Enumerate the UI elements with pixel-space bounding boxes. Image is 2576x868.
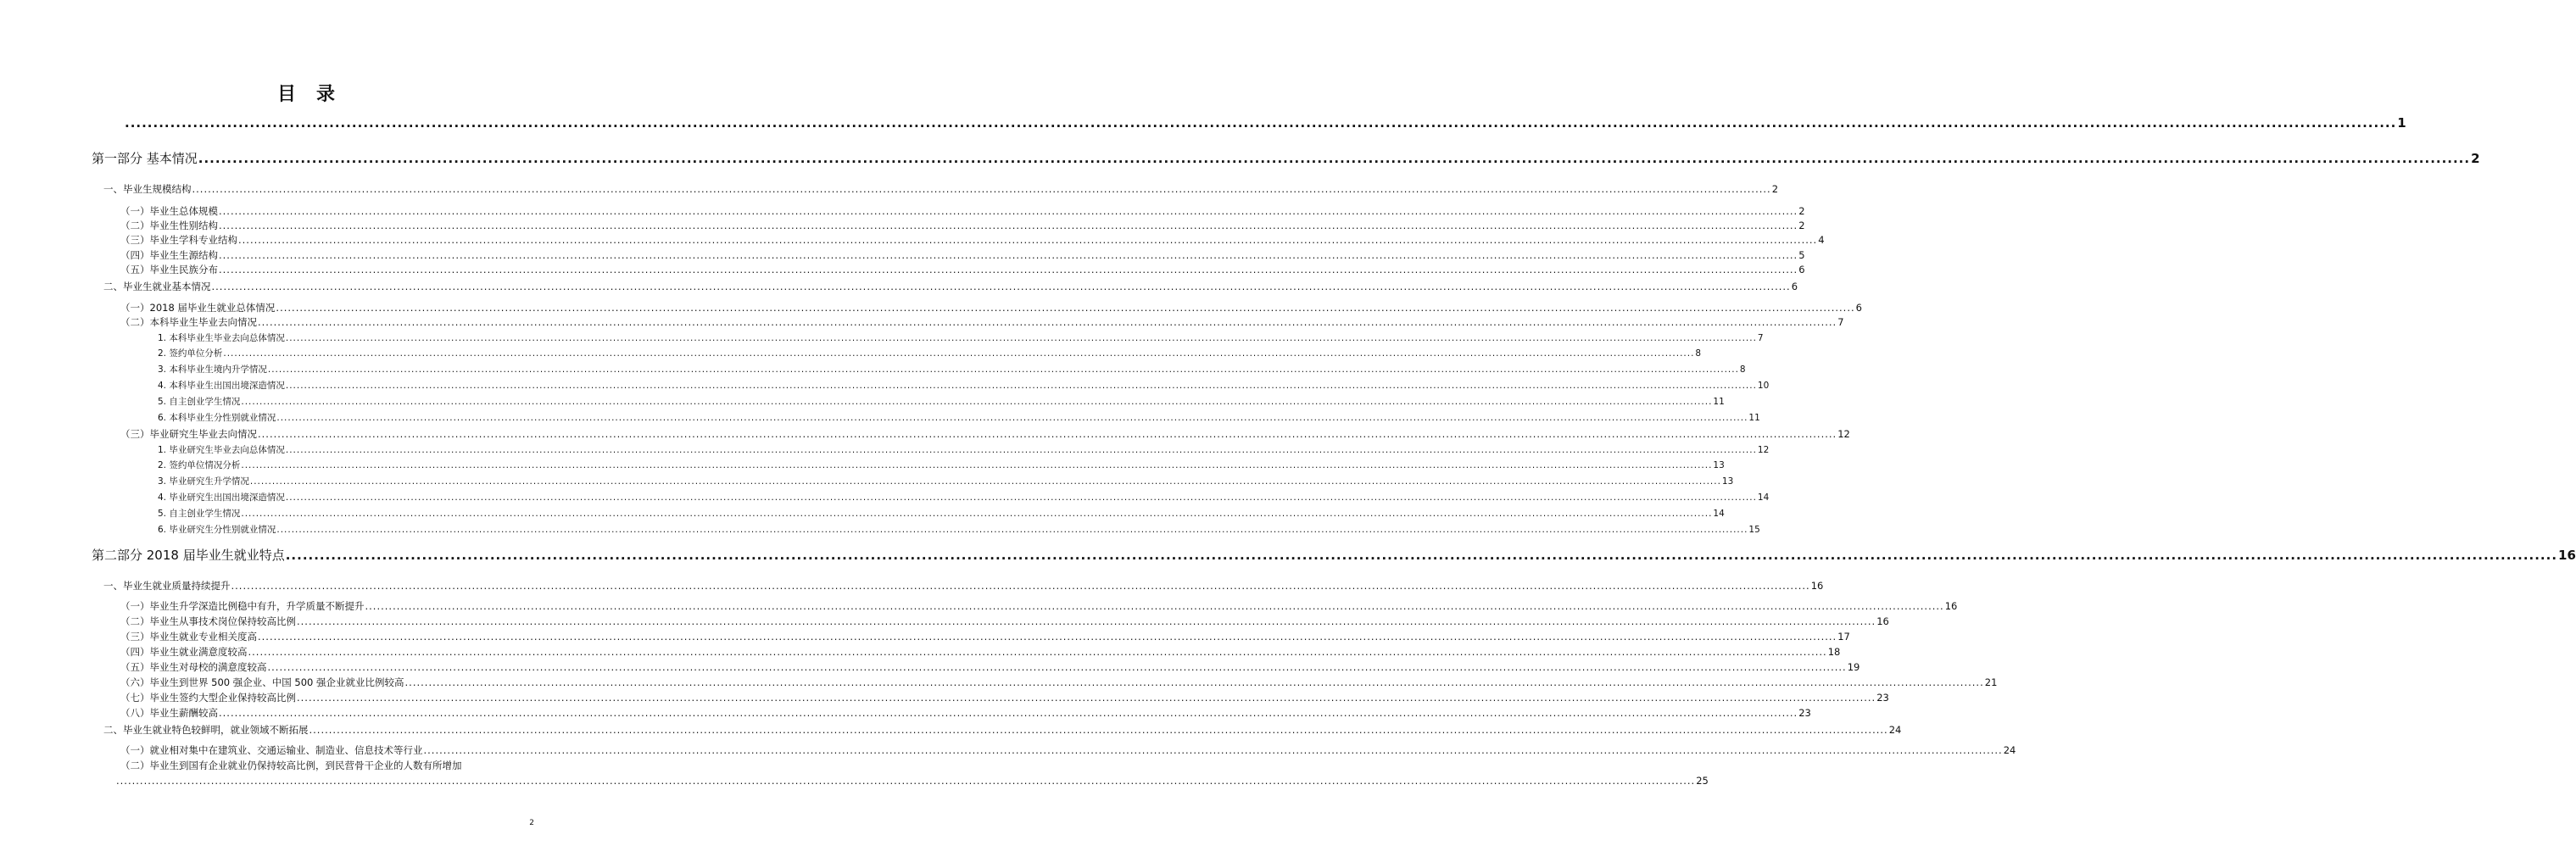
title-char-1: 目 (276, 84, 298, 105)
toc-entry[interactable] (92, 151, 2480, 166)
toc-entry-page: 6 (1798, 264, 1805, 275)
toc-entry-page: 7 (1757, 333, 1764, 343)
toc-entry[interactable] (103, 281, 1798, 292)
toc-entry-page: 5 (1798, 249, 1805, 261)
toc-entry-page: 2 (1798, 205, 1805, 217)
toc-entry-title: 6. 毕业研究生分性别就业情况 (158, 525, 276, 535)
toc-entry-page: 7 (1837, 316, 1844, 328)
toc-entry-title: 3. 毕业研究生升学情况 (158, 476, 249, 487)
toc-entry[interactable] (120, 249, 1805, 261)
toc-entry-title: 一、毕业生规模结构 (103, 183, 192, 195)
toc-entry-title: （二）毕业生到国有企业就业仍保持较高比例，到民营骨干企业的人数有所增加 (120, 760, 462, 771)
toc-entry[interactable] (120, 761, 521, 771)
toc-entry-page: 19 (1847, 661, 1860, 673)
toc-leader-dots: ................................................................................................................................................................................................................................................................................................................................................................................................................ (238, 234, 1818, 246)
toc-entry[interactable] (120, 316, 1844, 328)
toc-entry-page: 21 (1984, 676, 1998, 688)
toc-leader-dots: ................................................................................................................................................................................................................................................................................................................................................................................................................ (258, 631, 1837, 643)
toc-title (0, 80, 614, 106)
toc-entry-page: 16 (1944, 600, 1958, 612)
toc-entry-title: 第一部分 基本情况 (92, 151, 198, 166)
toc-leader-dots: ................................................................................................................................................................................................................................................................................................................................................................................................................ (241, 397, 1713, 407)
toc-entry-page: 8 (1739, 364, 1746, 375)
toc-entry-title: 1. 毕业研究生毕业去向总体情况 (158, 445, 285, 455)
toc-entry-title: （四）毕业生生源结构 (120, 249, 218, 261)
toc-entry-page: 8 (1695, 348, 1702, 359)
toc-entry[interactable] (158, 348, 1702, 359)
toc-entry-title: 4. 本科毕业生出国出境深造情况 (158, 381, 285, 391)
toc-leader-dots: ................................................................................................................................................................................................................................................................................................................................................................................................................ (276, 413, 1748, 423)
toc-leader-dots: ................................................................................................................................................................................................................................................................................................................................................................................................................ (258, 316, 1837, 328)
toc-entry[interactable] (120, 744, 2016, 756)
toc-leader-dots: ................................................................................................................................................................................................................................................................................................................................................................................................................ (223, 348, 1695, 359)
toc-entry[interactable] (115, 775, 1709, 787)
toc-entry-title: 第二部分 2018 届毕业生就业特点 (92, 548, 285, 563)
toc-entry-page: 15 (1748, 525, 1760, 535)
toc-entry-title: 一、毕业生就业质量持续提升 (103, 580, 231, 592)
toc-entry[interactable] (124, 115, 2406, 131)
toc-entry[interactable] (158, 525, 1760, 535)
toc-leader-dots: ................................................................................................................................................................................................................................................................................................................................................................................................................ (249, 476, 1721, 487)
toc-entry[interactable] (158, 364, 1746, 375)
toc-entry-page: 17 (1837, 631, 1850, 643)
toc-entry-title: （一）毕业生总体规模 (120, 205, 218, 217)
toc-entry-title: （一）就业相对集中在建筑业、交通运输业、制造业、信息技术等行业 (120, 744, 423, 756)
toc-entry-title: （二）本科毕业生毕业去向情况 (120, 316, 257, 328)
toc-entry-title: （一）毕业生升学深造比例稳中有升，升学质量不断提升 (120, 600, 365, 612)
toc-leader-dots: ................................................................................................................................................................................................................................................................................................................................................................................................................ (219, 249, 1798, 261)
toc-entry-title: （一）2018 届毕业生就业总体情况 (120, 302, 276, 314)
toc-entry-page: 2 (1798, 220, 1805, 231)
toc-leader-dots: ................................................................................................................................................................................................................................................................................................................................................................................................................ (285, 445, 1757, 455)
toc-entry-title: 6. 本科毕业生分性别就业情况 (158, 413, 276, 423)
toc-entry-title: （三）毕业生就业专业相关度高 (120, 631, 257, 643)
toc-entry-page: 12 (1837, 428, 1850, 440)
toc-entry[interactable] (103, 724, 1902, 736)
toc-entry[interactable] (158, 476, 1734, 487)
toc-leader-dots: ................................................................................................................................................................................................................................................................................................................................................................................................................ (297, 615, 1876, 627)
toc-leader-dots: ................................................................................................................................................................................................................................................................................................................................................................................................................ (125, 115, 2397, 131)
toc-entry[interactable] (120, 428, 1850, 440)
toc-entry-page: 13 (1721, 476, 1734, 487)
toc-entry[interactable] (158, 333, 1764, 343)
toc-entry-page: 14 (1757, 492, 1770, 503)
toc-entry-page: 6 (1791, 281, 1798, 292)
toc-entry-title: 4. 毕业研究生出国出境深造情况 (158, 492, 285, 503)
toc-leader-dots: ................................................................................................................................................................................................................................................................................................................................................................................................................ (423, 744, 2003, 756)
toc-entry[interactable] (120, 631, 1850, 643)
toc-entry[interactable] (120, 600, 1958, 612)
toc-entry-title: （四）毕业生就业满意度较高 (120, 646, 248, 658)
toc-leader-dots: ................................................................................................................................................................................................................................................................................................................................................................................................................ (297, 692, 1876, 704)
toc-entry-title: 3. 本科毕业生境内升学情况 (158, 364, 267, 375)
toc-entry-page: 1 (2397, 115, 2406, 131)
toc-entry-page: 16 (2558, 548, 2576, 563)
toc-entry-title: 2. 签约单位分析 (158, 348, 223, 359)
toc-entry[interactable] (120, 302, 1862, 314)
toc-entry-page: 23 (1798, 707, 1811, 719)
toc-leader-dots: ................................................................................................................................................................................................................................................................................................................................................................................................................ (192, 183, 1771, 195)
toc-entry-title: （六）毕业生到世界 500 强企业、中国 500 强企业就业比例较高 (120, 676, 404, 688)
toc-entry-page: 4 (1818, 234, 1825, 246)
toc-leader-dots: ................................................................................................................................................................................................................................................................................................................................................................................................................ (365, 600, 1944, 612)
toc-leader-dots: ................................................................................................................................................................................................................................................................................................................................................................................................................ (285, 492, 1757, 503)
toc-leader-dots: ................................................................................................................................................................................................................................................................................................................................................................................................................ (219, 220, 1798, 231)
toc-entry[interactable] (103, 580, 1824, 592)
toc-entry-page: 24 (2003, 744, 2016, 756)
toc-entry[interactable] (158, 381, 1770, 391)
toc-leader-dots: ................................................................................................................................................................................................................................................................................................................................................................................................................ (219, 205, 1798, 217)
toc-entry[interactable] (158, 460, 1725, 470)
toc-entry-title: 二、毕业生就业基本情况 (103, 281, 211, 292)
toc-entry-page: 12 (1757, 445, 1770, 455)
toc-entry-page: 23 (1876, 692, 1889, 704)
toc-entry-title: （七）毕业生签约大型企业保持较高比例 (120, 692, 296, 704)
toc-entry[interactable] (92, 548, 2576, 563)
toc-entry-title: 1. 本科毕业生毕业去向总体情况 (158, 333, 285, 343)
toc-entry[interactable] (158, 445, 1770, 455)
toc-leader-dots: ................................................................................................................................................................................................................................................................................................................................................................................................................ (285, 333, 1757, 343)
toc-entry-page: 16 (1810, 580, 1824, 592)
toc-leader-dots: ................................................................................................................................................................................................................................................................................................................................................................................................................ (219, 707, 1798, 719)
page-number: 2 (529, 819, 534, 827)
toc-entry-page: 10 (1757, 381, 1770, 391)
toc-entry[interactable] (120, 676, 1998, 688)
toc-leader-dots: ................................................................................................................................................................................................................................................................................................................................................................................................................ (276, 302, 1855, 314)
toc-leader-dots: ................................................................................................................................................................................................................................................................................................................................................................................................................ (219, 264, 1798, 275)
toc-entry-title: （三）毕业研究生毕业去向情况 (120, 428, 257, 440)
toc-entry[interactable] (158, 492, 1770, 503)
toc-leader-dots: ................................................................................................................................................................................................................................................................................................................................................................................................................ (241, 460, 1713, 470)
toc-leader-dots: ................................................................................................................................................................................................................................................................................................................................................................................................................ (285, 548, 2558, 563)
toc-entry[interactable] (120, 234, 1825, 246)
toc-entry[interactable] (158, 509, 1725, 519)
toc-leader-dots: ................................................................................................................................................................................................................................................................................................................................................................................................................ (116, 775, 1696, 787)
toc-leader-dots: ................................................................................................................................................................................................................................................................................................................................................................................................................ (248, 646, 1827, 658)
toc-leader-dots: ................................................................................................................................................................................................................................................................................................................................................................................................................ (276, 525, 1748, 535)
toc-entry[interactable] (120, 615, 1889, 627)
toc-entry[interactable] (120, 646, 1841, 658)
toc-entry-title: 二、毕业生就业特色较鲜明，就业领域不断拓展 (103, 724, 309, 736)
toc-leader-dots: ................................................................................................................................................................................................................................................................................................................................................................................................................ (267, 364, 1739, 375)
toc-entry[interactable] (120, 205, 1805, 217)
toc-entry[interactable] (158, 397, 1725, 407)
toc-entry[interactable] (120, 220, 1805, 231)
toc-entry-title: 5. 自主创业学生情况 (158, 397, 241, 407)
toc-leader-dots: ................................................................................................................................................................................................................................................................................................................................................................................................................ (258, 428, 1837, 440)
toc-entry[interactable] (120, 661, 1860, 673)
toc-entry-page: 6 (1855, 302, 1862, 314)
toc-leader-dots: ................................................................................................................................................................................................................................................................................................................................................................................................................ (267, 661, 1847, 673)
toc-entry-title: （五）毕业生对母校的满意度较高 (120, 661, 267, 673)
toc-leader-dots: ................................................................................................................................................................................................................................................................................................................................................................................................................ (231, 580, 1810, 592)
toc-entry-page: 11 (1713, 397, 1725, 407)
toc-entry[interactable] (120, 692, 1889, 704)
toc-entry-page: 11 (1748, 413, 1760, 423)
toc-entry-title: 2. 签约单位情况分析 (158, 460, 241, 470)
toc-entry[interactable] (103, 183, 1779, 195)
toc-leader-dots: ................................................................................................................................................................................................................................................................................................................................................................................................................ (309, 724, 1888, 736)
toc-entry-title: （五）毕业生民族分布 (120, 264, 218, 275)
toc-entry-page: 24 (1888, 724, 1902, 736)
toc-entry[interactable] (120, 707, 1811, 719)
toc-leader-dots: ................................................................................................................................................................................................................................................................................................................................................................................................................ (285, 381, 1757, 391)
toc-entry-page: 2 (2471, 151, 2480, 166)
toc-entry-title: （二）毕业生性别结构 (120, 220, 218, 231)
toc-entry-page: 13 (1713, 460, 1725, 470)
toc-leader-dots: ................................................................................................................................................................................................................................................................................................................................................................................................................ (241, 509, 1713, 519)
toc-entry-title: （三）毕业生学科专业结构 (120, 234, 237, 246)
toc-entry-page: 18 (1827, 646, 1841, 658)
toc-entry-title: 5. 自主创业学生情况 (158, 509, 241, 519)
toc-entry-page: 14 (1713, 509, 1725, 519)
toc-leader-dots: ................................................................................................................................................................................................................................................................................................................................................................................................................ (198, 151, 2471, 166)
toc-entry[interactable] (158, 413, 1760, 423)
toc-entry-page: 2 (1771, 183, 1779, 195)
toc-entry-page: 25 (1696, 775, 1709, 787)
toc-entry-title: （二）毕业生从事技术岗位保持较高比例 (120, 615, 296, 627)
toc-leader-dots: ................................................................................................................................................................................................................................................................................................................................................................................................................ (404, 676, 1984, 688)
toc-entry-page: 16 (1876, 615, 1889, 627)
title-char-2: 录 (316, 84, 337, 105)
toc-leader-dots: ................................................................................................................................................................................................................................................................................................................................................................................................................ (211, 281, 1791, 292)
toc-entry-title: （八）毕业生薪酬较高 (120, 707, 218, 719)
toc-entry[interactable] (120, 264, 1805, 275)
